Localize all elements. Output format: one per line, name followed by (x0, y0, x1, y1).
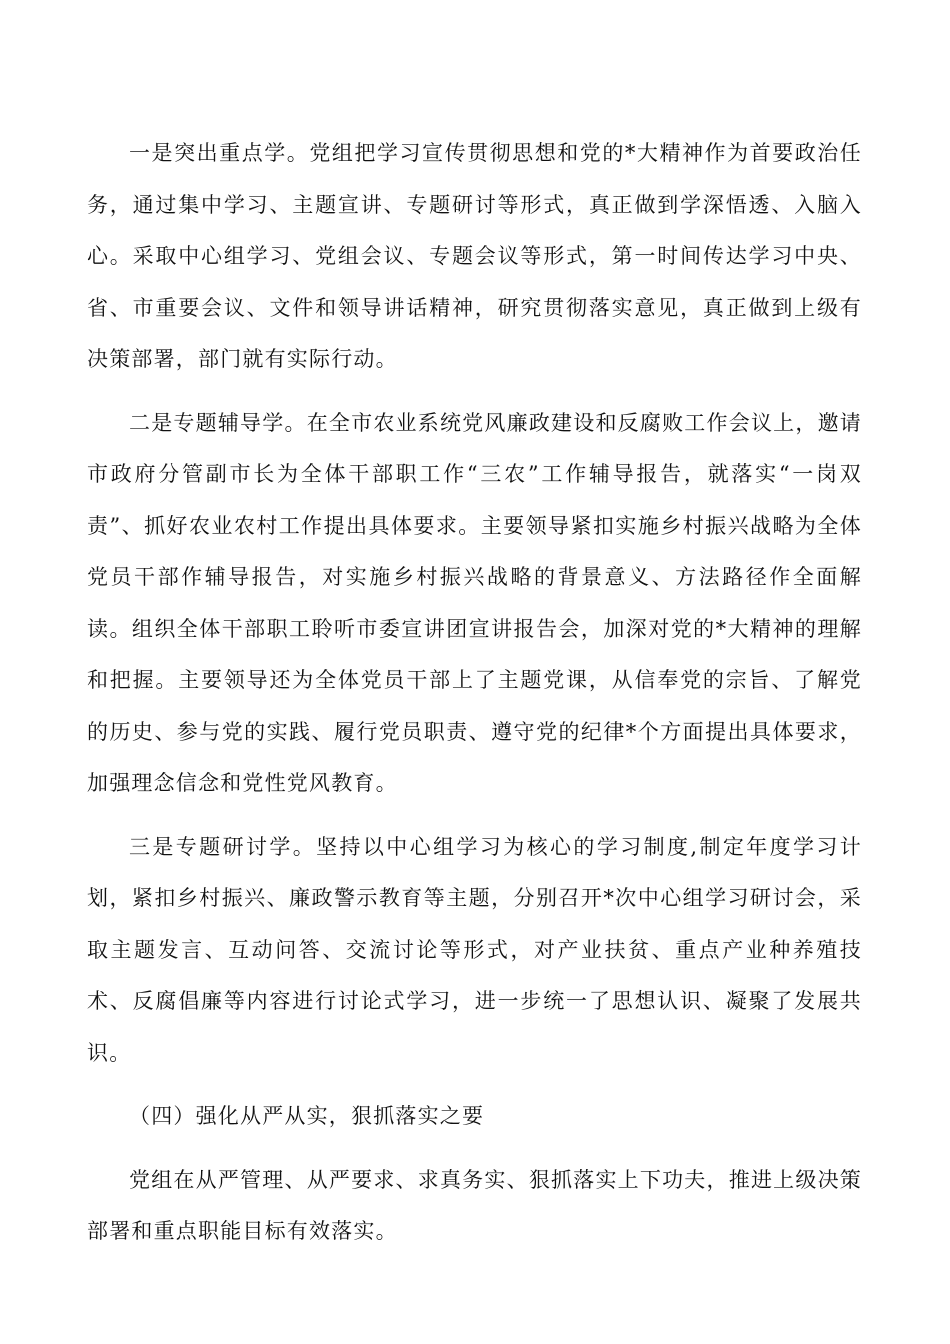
paragraph-special-guidance: 二是专题辅导学。在全市农业系统党风廉政建设和反腐败工作会议上，邀请市政府分管副市长为全体干部职工作“三农”工作辅导报告，就落实“一岗双责”、抓好农业农村工作提出具体要求。主要领导紧扣实施乡村振兴战略为全体党员干部作辅导报告，对实施乡村振兴战略的背景意义、方法路径作全面解读。组织全体干部职工聆听市委宣讲团宣讲报告会，加深对党的*大精神的理解和把握。主要领导还为全体党员干部上了主题党课，从信奉党的宗旨、了解党的历史、参与党的实践、履行党员职责、遵守党的纪律*个方面提出具体要求，加强理念信念和党性党风教育。 (87, 410, 862, 795)
paragraph-special-seminar: 三是专题研讨学。坚持以中心组学习为核心的学习制度,制定年度学习计划，紧扣乡村振兴、廉政警示教育等主题，分别召开*次中心组学习研讨会，采取主题发言、互动问答、交流讨论等形式，对产业扶贫、重点产业种养殖技术、反腐倡廉等内容进行讨论式学习，进一步统一了思想认识、凝聚了发展共识。 (87, 834, 862, 1065)
document-body (87, 128, 862, 1270)
paragraph-focus-study: 一是突出重点学。党组把学习宣传贯彻思想和党的*大精神作为首要政治任务，通过集中学习、主题宣讲、专题研讨等形式，真正做到学深悟透、入脑入心。采取中心组学习、党组会议、专题会议等形式，第一时间传达学习中央、省、市重要会议、文件和领导讲话精神，研究贯彻落实意见，真正做到上级有决策部署，部门就有实际行动。 (87, 141, 862, 371)
section-heading: （四）强化从严从实，狠抓落实之要 (129, 1104, 485, 1128)
paragraph-implementation: 党组在从严管理、从严要求、求真务实、狠抓落实上下功夫，推进上级决策部署和重点职能目标有效落实。 (87, 1167, 862, 1243)
